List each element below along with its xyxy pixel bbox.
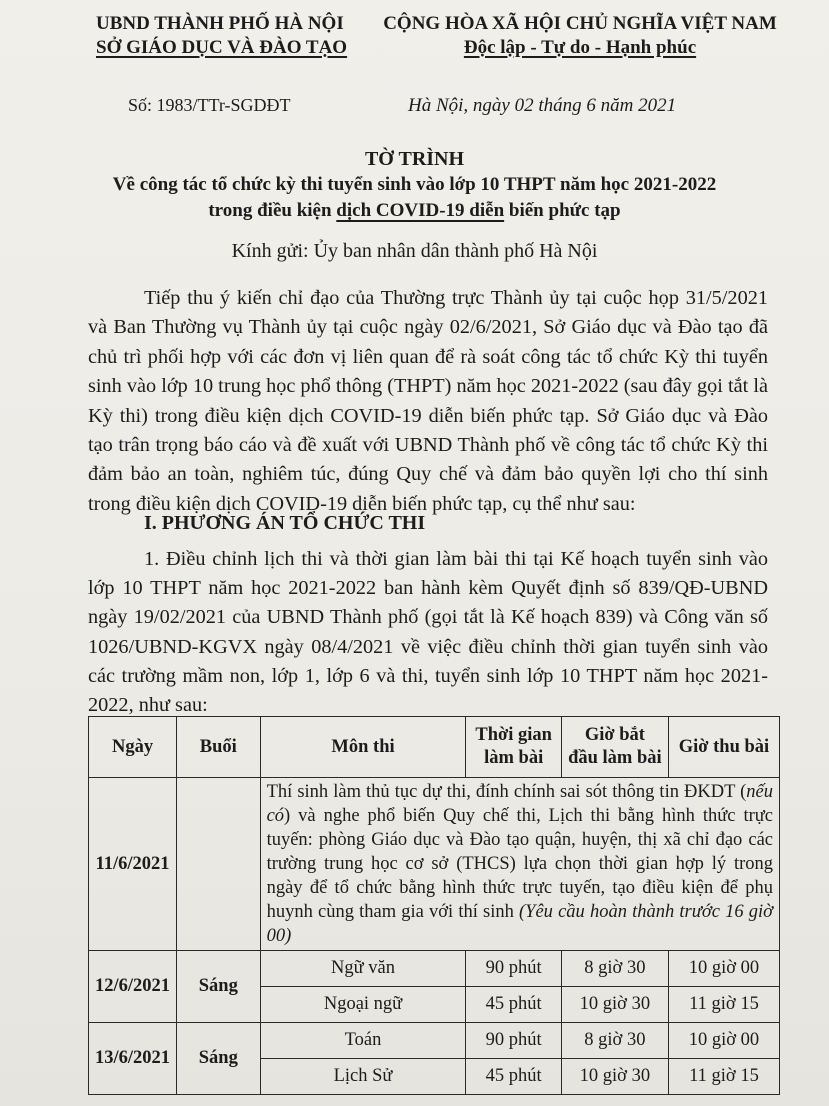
row-session: Sáng bbox=[177, 1023, 261, 1095]
issuer-header bbox=[96, 12, 347, 60]
note-text-2: ) và nghe phổ biến Quy chế thi, Lịch thi bằng hình thức trực tuyến: phòng Giáo dục và Đào tạo quận, huyện, thị xã chỉ đạo các trường trung học cơ sở (THCS) lựa chọn thời gian hợp lý trong ngày để tổ chức bằng hình thức trực tuyến, tạo điều kiện để phụ huynh cùng tham gia với thí sinh bbox=[266, 806, 773, 922]
item1-paragraph: 1. Điều chỉnh lịch thi và thời gian làm bài thi tại Kế hoạch tuyển sinh vào lớp 10 THPT năm học 2021-2022 ban hành kèm Quyết định số 839/QĐ-UBND ngày 19/02/2021 của UBND Thành phố (gọi tắt là Kế hoạch 839) và Công văn số 1026/UBND-KGVX ngày 08/4/2021 về việc điều chỉnh thời gian tuyển sinh vào các trường mầm non, lớp 1, lớp 6 và thi, tuyển sinh lớp 10 THPT năm học 2021-2022, như sau: bbox=[88, 548, 768, 717]
col-header-subject: Môn thi bbox=[260, 717, 466, 778]
row-subject: Ngữ văn bbox=[260, 951, 466, 987]
table-row bbox=[89, 1023, 780, 1059]
row-note bbox=[260, 778, 779, 951]
row-day: 13/6/2021 bbox=[89, 1023, 177, 1095]
row-end: 10 giờ 00 bbox=[668, 951, 779, 987]
col-header-start: Giờ bắt đầu làm bài bbox=[561, 717, 668, 778]
subtitle-line2-pre: trong điều kiện bbox=[208, 200, 337, 221]
row-day: 12/6/2021 bbox=[89, 951, 177, 1023]
row-session: Sáng bbox=[177, 951, 261, 1023]
table-header-row bbox=[89, 717, 780, 778]
item-1 bbox=[88, 545, 768, 720]
document-title: TỜ TRÌNH bbox=[364, 148, 465, 170]
col-header-day: Ngày bbox=[89, 717, 177, 778]
row-start: 8 giờ 30 bbox=[561, 951, 668, 987]
row-start: 8 giờ 30 bbox=[561, 1023, 668, 1059]
note-text-1: Thí sinh làm thủ tục dự thi, đính chính sai sót thông tin ĐKDT ( bbox=[266, 782, 747, 802]
recipient-line: Kính gửi: Ủy ban nhân dân thành phố Hà Nội bbox=[231, 240, 598, 262]
national-header bbox=[350, 12, 810, 60]
intro-paragraph: Tiếp thu ý kiến chỉ đạo của Thường trực Thành ủy tại cuộc họp 31/5/2021 và Ban Thường vụ Thành ủy tại cuộc ngày 02/6/2021, Sở Giáo dục và Đào tạo đã chủ trì phối hợp với các đơn vị liên quan để rà soát công tác tổ chức Kỳ thi tuyển sinh vào lớp 10 trung học phổ thông (THPT) năm học 2021-2022 (sau đây gọi tắt là Kỳ thi) trong điều kiện dịch COVID-19 diễn biến phức tạp. Sở Giáo dục và Đào tạo trân trọng báo cáo và đề xuất với UBND Thành phố về công tác tổ chức Kỳ thi đảm bảo an toàn, nghiêm túc, đúng Quy chế và đảm bảo quyền lợi cho thí sinh trong điều kiện dịch COVID-19 diễn biến phức tạp, cụ thể như sau: bbox=[88, 287, 768, 515]
national-motto: Độc lập - Tự do - Hạnh phúc bbox=[463, 37, 697, 58]
issuer-line1: UBND THÀNH PHỐ HÀ NỘI bbox=[96, 13, 344, 34]
section-heading: I. PHƯƠNG ÁN TỔ CHỨC THI bbox=[144, 512, 426, 534]
national-title: CỘNG HÒA XÃ HỘI CHỦ NGHĨA VIỆT NAM bbox=[383, 13, 777, 34]
row-end: 11 giờ 15 bbox=[668, 987, 779, 1023]
row-duration: 45 phút bbox=[466, 1059, 561, 1095]
row-subject: Ngoại ngữ bbox=[260, 987, 466, 1023]
document-number: Số: 1983/TTr-SGDĐT bbox=[128, 95, 291, 115]
row-start: 10 giờ 30 bbox=[561, 987, 668, 1023]
document-subtitle bbox=[0, 172, 829, 224]
table-row bbox=[89, 778, 780, 951]
col-header-end: Giờ thu bài bbox=[668, 717, 779, 778]
row-subject: Toán bbox=[260, 1023, 466, 1059]
row-subject: Lịch Sử bbox=[260, 1059, 466, 1095]
exam-schedule-table bbox=[88, 716, 780, 1095]
row-duration: 90 phút bbox=[466, 1023, 561, 1059]
row-duration: 45 phút bbox=[466, 987, 561, 1023]
row-day: 11/6/2021 bbox=[89, 778, 177, 951]
document-date: Hà Nội, ngày 02 tháng 6 năm 2021 bbox=[408, 95, 677, 116]
note-text-deadline: (Yêu cầu hoàn thành trước 16 giờ 00) bbox=[266, 902, 773, 946]
row-duration: 90 phút bbox=[466, 951, 561, 987]
note-text-italic: nếu có bbox=[266, 782, 773, 826]
subtitle-line2-underlined: dịch COVID-19 diễn bbox=[336, 200, 505, 221]
intro-body bbox=[88, 284, 768, 519]
col-header-session: Buổi bbox=[177, 717, 261, 778]
subtitle-line1: Về công tác tổ chức kỳ thi tuyển sinh vào lớp 10 THPT năm học 2021-2022 bbox=[112, 174, 717, 195]
row-end: 11 giờ 15 bbox=[668, 1059, 779, 1095]
subtitle-line2 bbox=[0, 198, 829, 224]
table-row bbox=[89, 951, 780, 987]
row-end: 10 giờ 00 bbox=[668, 1023, 779, 1059]
issuer-line2: SỞ GIÁO DỤC VÀ ĐÀO TẠO bbox=[96, 37, 348, 58]
subtitle-line2-post: biến phức tạp bbox=[504, 200, 621, 221]
row-start: 10 giờ 30 bbox=[561, 1059, 668, 1095]
col-header-duration: Thời gian làm bài bbox=[466, 717, 561, 778]
row-session-empty bbox=[177, 778, 261, 951]
